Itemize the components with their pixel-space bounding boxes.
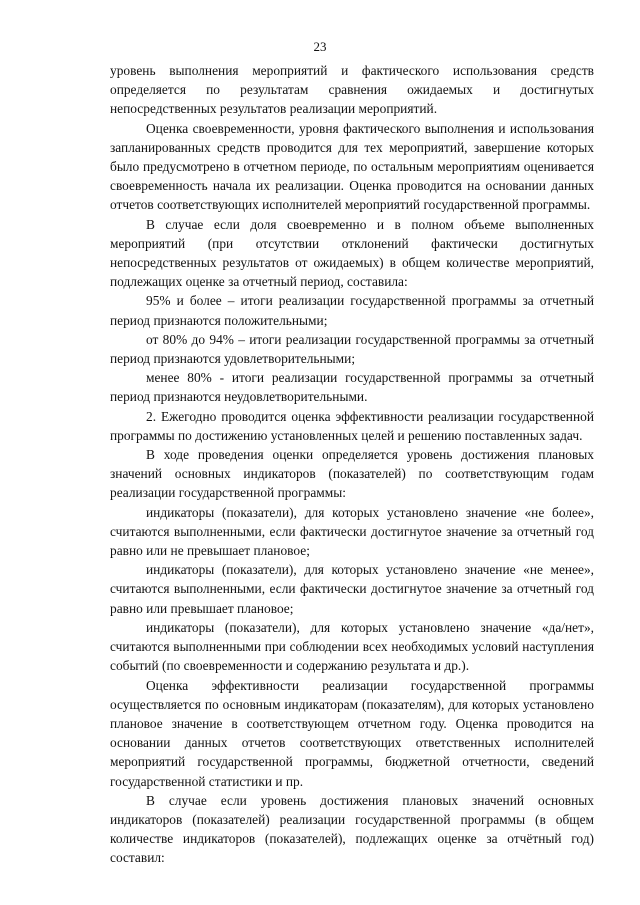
paragraph: В случае если уровень достижения плановых значений основных индикаторов (показателей) реализации государственной программы (в общем количестве индикаторов (показателей), подлежащих оценке за отчётный год) составил: (110, 792, 594, 866)
page-number: 23 (313, 39, 327, 54)
paragraph: В ходе проведения оценки определяется уровень достижения плановых значений основных индикаторов (показателей) по соответствующим годам реализации государственной программы: (110, 447, 594, 501)
paragraph: Оценка своевременности, уровня фактического выполнения и использования запланированных средств проводится для тех мероприятий, завершение которых было предусмотрено в отчетном периоде, по остальным мероприятиям оценивается своевременность начала их реализации. Оценка проводится на основании данных отчетов соответствующих исполнителей мероприятий государственной программы. (110, 120, 594, 213)
list-item: менее 80% - итоги реализации государственной программы за отчетный период признаются неудовлетворительными. (110, 370, 594, 405)
list-item: индикаторы (показатели), для которых установлено значение «да/нет», считаются выполненными при соблюдении всех необходимых условий наступления событий (по своевременности и содержанию результата и др.). (110, 619, 594, 674)
paragraph: 2. Ежегодно проводится оценка эффективности реализации государственной программы по достижению установленных целей и решению поставленных задач. (110, 408, 594, 443)
paragraph: В случае если доля своевременно и в полном объеме выполненных мероприятий (при отсутствии отклонений фактически достигнутых непосредственных результатов от ожидаемых) в общем количестве мероприятий, подлежащих оценке за отчетный период, составила: (110, 216, 594, 290)
paragraph: Оценка эффективности реализации государственной программы осуществляется по основным индикаторам (показателям), для которых установлено плановое значение в соответствующем отчетном году. Оценка проводится на основании данных отчетов соответствующих ответственных исполнителей мероприятий государственной программы, бюджетной отчетности, сведений государственной статистики и пр. (110, 677, 594, 789)
list-item: от 80% до 94% – итоги реализации государственной программы за отчетный период признаются удовлетворительными; (110, 331, 594, 367)
list-item: индикаторы (показатели), для которых установлено значение «не менее», считаются выполненными, если фактически достигнутое значение за отчетный год равно или превышает плановое; (110, 562, 594, 616)
list-item: 95% и более – итоги реализации государственной программы за отчетный период признаются положительными; (110, 293, 594, 328)
document-body (110, 61, 594, 868)
paragraph: уровень выполнения мероприятий и фактического использования средств определяется по результатам сравнения ожидаемых и достигнутых непосредственных результатов реализации мероприятий. (110, 63, 594, 117)
list-item: индикаторы (показатели), для которых установлено значение «не более», считаются выполненными, если фактически достигнутое значение за отчетный год равно или не превышает плановое; (110, 504, 594, 559)
